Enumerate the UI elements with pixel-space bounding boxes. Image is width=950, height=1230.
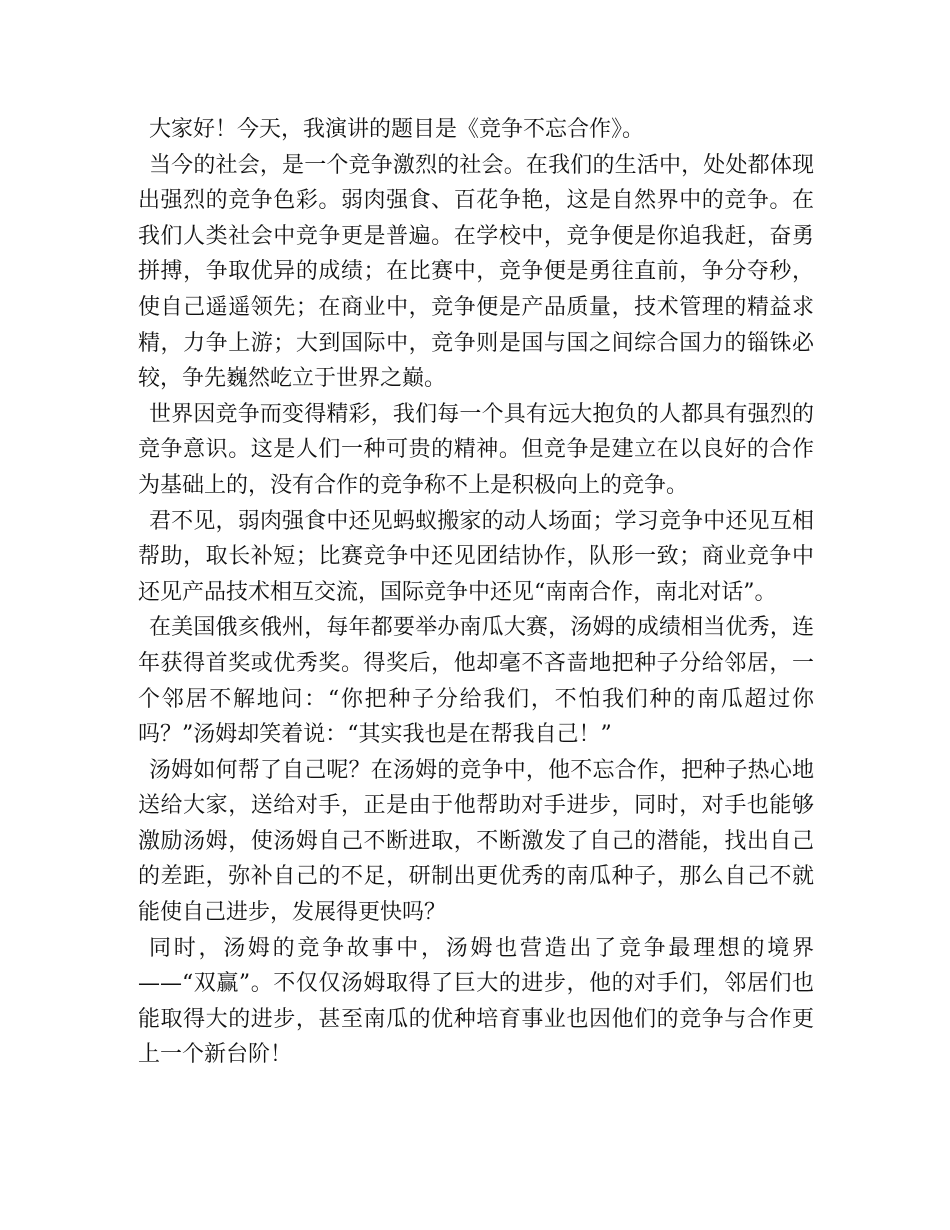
paragraph-competition-society: 当今的社会，是一个竞争激烈的社会。在我们的生活中，处处都体现出强烈的竞争色彩。弱肉强食、百花争艳，这是自然界中的竞争。在我们人类社会中竞争更是普遍。在学校中，竞争便是你追我赶，奋勇拼搏，争取优异的成绩；在比赛中，竞争便是勇往直前，争分夺秒，使自己遥遥领先；在商业中，竞争便是产品质量，技术管理的精益求精，力争上游；大到国际中，竞争则是国与国之间综合国力的锱铢必较，争先巍然屹立于世界之巅。 <box>138 152 814 392</box>
paragraph-greeting: 大家好！今天，我演讲的题目是《竞争不忘合作》。 <box>149 117 645 142</box>
paragraph-tom-helps-himself: 汤姆如何帮了自己呢？在汤姆的竞争中，他不忘合作，把种子热心地送给大家，送给对手，正是由于他帮助对手进步，同时，对手也能够激励汤姆，使汤姆自己不断进取，不断激发了自己的潜能，找出自己的差距，弥补自己的不足，研制出更优秀的南瓜种子，那么自己不就能使自己进步，发展得更快吗？ <box>138 757 814 926</box>
paragraph-cooperation-examples: 君不见，弱肉强食中还见蚂蚁搬家的动人场面；学习竞争中还见互相帮助，取长补短；比赛竞争中还见团结协作，队形一致；商业竞争中还见产品技术相互交流，国际竞争中还见“南南合作，南北对话”。 <box>138 508 814 605</box>
paragraph-pumpkin-story: 在美国俄亥俄州，每年都要举办南瓜大赛，汤姆的成绩相当优秀，连年获得首奖或优秀奖。得奖后，他却毫不吝啬地把种子分给邻居，一个邻居不解地问：“你把种子分给我们，不怕我们种的南瓜超过你吗？”汤姆却笑着说：“其实我也是在帮我自己！” <box>138 615 814 748</box>
document-body <box>138 112 814 1073</box>
paragraph-competition-awareness: 世界因竞争而变得精彩，我们每一个具有远大抱负的人都具有强烈的竞争意识。这是人们一种可贵的精神。但竞争是建立在以良好的合作为基础上的，没有合作的竞争称不上是积极向上的竞争。 <box>138 401 814 498</box>
paragraph-win-win: 同时，汤姆的竞争故事中，汤姆也营造出了竞争最理想的境界——“双赢”。不仅仅汤姆取得了巨大的进步，他的对手们，邻居们也能取得大的进步，甚至南瓜的优种培育事业也因他们的竞争与合作更上一个新台阶！ <box>138 935 814 1068</box>
